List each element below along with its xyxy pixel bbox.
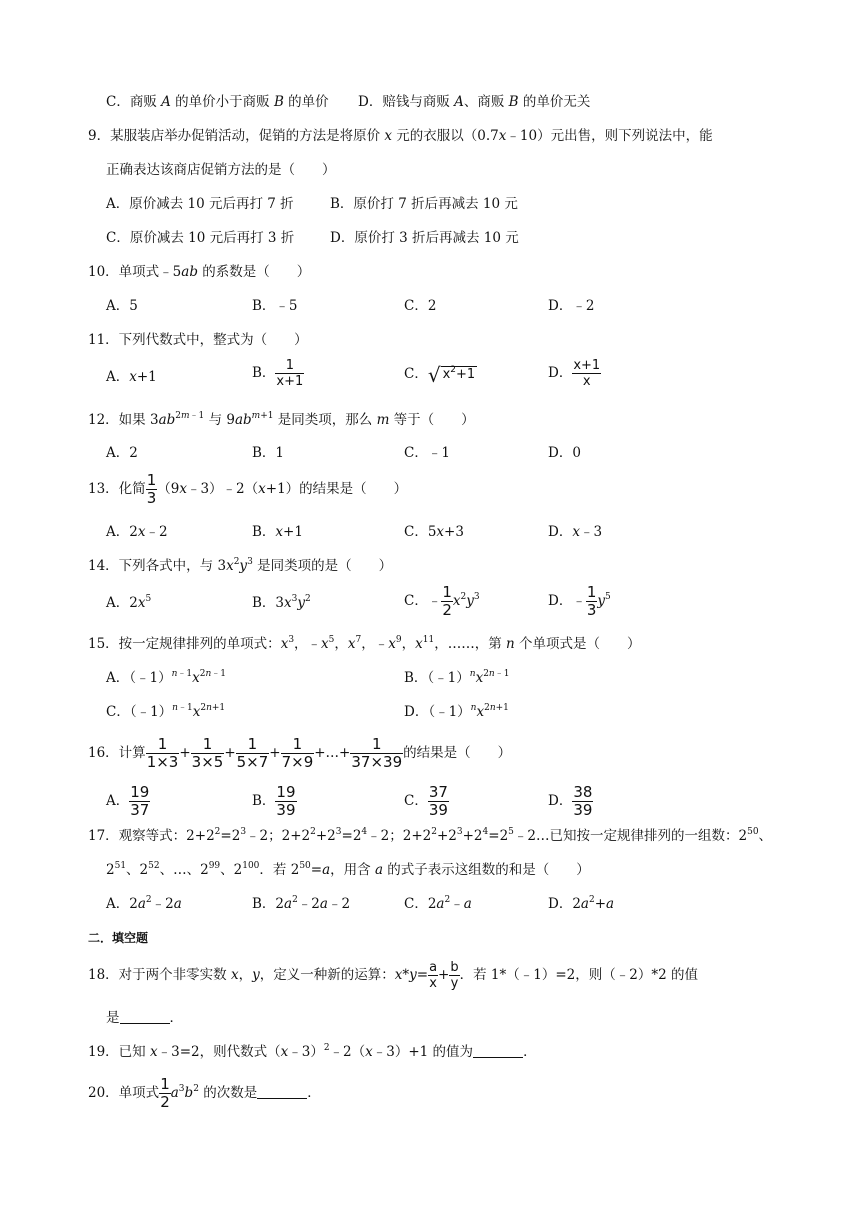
q13-option-a: A．2x﹣2: [106, 524, 168, 540]
q17-option-b: B．$2a^2﹣2a﹣2$: [252, 895, 351, 912]
q14-option-a: A．$2x^5$: [106, 594, 152, 611]
q15-option-d: D．$(﹣1)^nx^{2n+1}$: [404, 703, 509, 720]
q14-option-b: B．$3x^3y^2$: [252, 594, 311, 611]
q17-stem-line1: 17．观察等式：$2+2^2=2^3﹣2$；$2+2^2+2^3=2^4﹣2$；$2+2^2+2^3+2^4=2^5﹣2\dots$已知按一定规律排列的一组数：$2^{50}$、: [88, 827, 773, 844]
q12-option-c: C．﹣1: [404, 445, 450, 461]
q13-stem: 13．化简 $\frac{1}{3}$ （9x﹣3）﹣2（x+1）的结果是（ ）: [88, 471, 408, 507]
q12-option-b: B．1: [252, 445, 285, 461]
q16-option-a: A． $\frac{19}{37}$: [106, 783, 150, 819]
q16-option-d: D． $\frac{38}{39}$: [548, 783, 593, 819]
q18-stem-line1: 18．对于两个非零实数 x，y，定义一种新的运算：x*y= $\frac{a}{x}$ + $\frac{b}{y}$ ．若 1*（﹣1）=2，则（﹣2）*2 的值: [88, 960, 698, 991]
q12-option-d: D．0: [548, 445, 581, 461]
q9-option-d: D．原价打 3 折后再减去 10 元: [330, 230, 519, 246]
q11-option-a: A．x+1: [106, 369, 157, 385]
q9-option-c: C．原价减去 10 元后再打 3 折: [106, 230, 295, 246]
q10-option-a: A．5: [106, 298, 138, 314]
q12-stem: 12．如果 $3ab^{2m﹣1}$ 与 $9ab^{m+1}$ 是同类项，那么 m 等于（ ）: [88, 411, 475, 428]
q8-option-d: D．赔钱与商贩 A、商贩 B 的单价无关: [358, 94, 591, 110]
q15-option-a: A．$(﹣1)^{n﹣1}x^{2n﹣1}$: [106, 669, 227, 686]
q11-option-b: B． $\frac{1}{x+1}$: [252, 358, 304, 389]
q18-stem-line2: 是 ．: [106, 1010, 183, 1026]
q11-stem: 11．下列代数式中，整式为（ ）: [88, 332, 308, 348]
q11-option-c: C．√ $x^2+1$: [404, 362, 476, 387]
q16-stem: 16．计算 $\frac{1}{1\times 3}$ + $\frac{1}{3\times 5}$ + $\frac{1}{5\times 7}$ + $\frac{1}{7\times 9}$ +…+ $\frac{1}{37\times 39}$ 的结果是（ ）: [88, 735, 512, 771]
q8-option-c: C．商贩 A 的单价小于商贩 B 的单价: [106, 94, 329, 110]
q17-stem-line2: $2^{51}$、$2^{52}$、…、$2^{99}$、$2^{100}$．若 $2^{50}=a$，用含 a 的式子表示这组数的和是（ ）: [106, 861, 590, 878]
q10-option-b: B．﹣5: [252, 298, 298, 314]
q12-option-a: A．2: [106, 445, 138, 461]
q19-stem: 19．已知 x﹣3=2，则代数式（x﹣3）$^2$﹣2（x﹣3）+1 的值为 ．: [88, 1043, 537, 1060]
q9-option-a: A．原价减去 10 元后再打 7 折: [106, 196, 294, 212]
q13-option-b: B．x+1: [252, 524, 303, 540]
q17-option-a: A．$2a^2﹣2a$: [106, 895, 182, 912]
q10-option-c: C．2: [404, 298, 437, 314]
sqrt-expression: √ $x^2+1$: [427, 362, 476, 387]
q10-option-d: D．﹣2: [548, 298, 595, 314]
q14-option-d: D．﹣ $\frac{1}{3}$ $y^5$: [548, 583, 611, 619]
answer-blank[interactable]: [257, 1084, 307, 1099]
q11-option-d: D． $\frac{x+1}{x}$: [548, 358, 601, 389]
q14-stem: 14．下列各式中，与 $3x^2y^3$ 是同类项的是（ ）: [88, 557, 393, 574]
q16-option-b: B． $\frac{19}{39}$: [252, 783, 296, 819]
q17-option-c: C．$2a^2﹣a$: [404, 895, 472, 912]
q16-option-c: C． $\frac{37}{39}$: [404, 783, 448, 819]
q14-option-c: C．﹣ $\frac{1}{2}$ $x^2y^3$: [404, 583, 480, 619]
q17-option-d: D．$2a^2+a$: [548, 895, 615, 912]
q15-stem: 15．按一定规律排列的单项式：$x^3$，$﹣x^5$，$x^7$，$﹣x^9$，$x^{11}$，……，第 n 个单项式是（ ）: [88, 635, 641, 652]
q10-stem: 10．单项式﹣5ab 的系数是（ ）: [88, 264, 311, 280]
answer-blank[interactable]: [473, 1043, 523, 1058]
q13-option-c: C．5x+3: [404, 524, 464, 540]
answer-blank[interactable]: [120, 1009, 170, 1024]
q9-stem-line1: 9．某服装店举办促销活动，促销的方法是将原价 x 元的衣服以（0.7x﹣10）元出售，则下列说法中，能: [88, 128, 713, 144]
q9-stem-line2: 正确表达该商店促销方法的是（ ）: [106, 162, 336, 178]
q20-stem: 20．单项式 $\frac{1}{2}$ $a^3b^2$ 的次数是 ．: [88, 1075, 321, 1111]
q15-option-b: B．$(﹣1)^nx^{2n﹣1}$: [404, 669, 510, 686]
q15-option-c: C．$(﹣1)^{n﹣1}x^{2n+1}$: [106, 703, 226, 720]
q13-option-d: D．x﹣3: [548, 524, 603, 540]
section-heading-fill-in: 二．填空题: [88, 931, 149, 945]
q9-option-b: B．原价打 7 折后再减去 10 元: [330, 196, 518, 212]
